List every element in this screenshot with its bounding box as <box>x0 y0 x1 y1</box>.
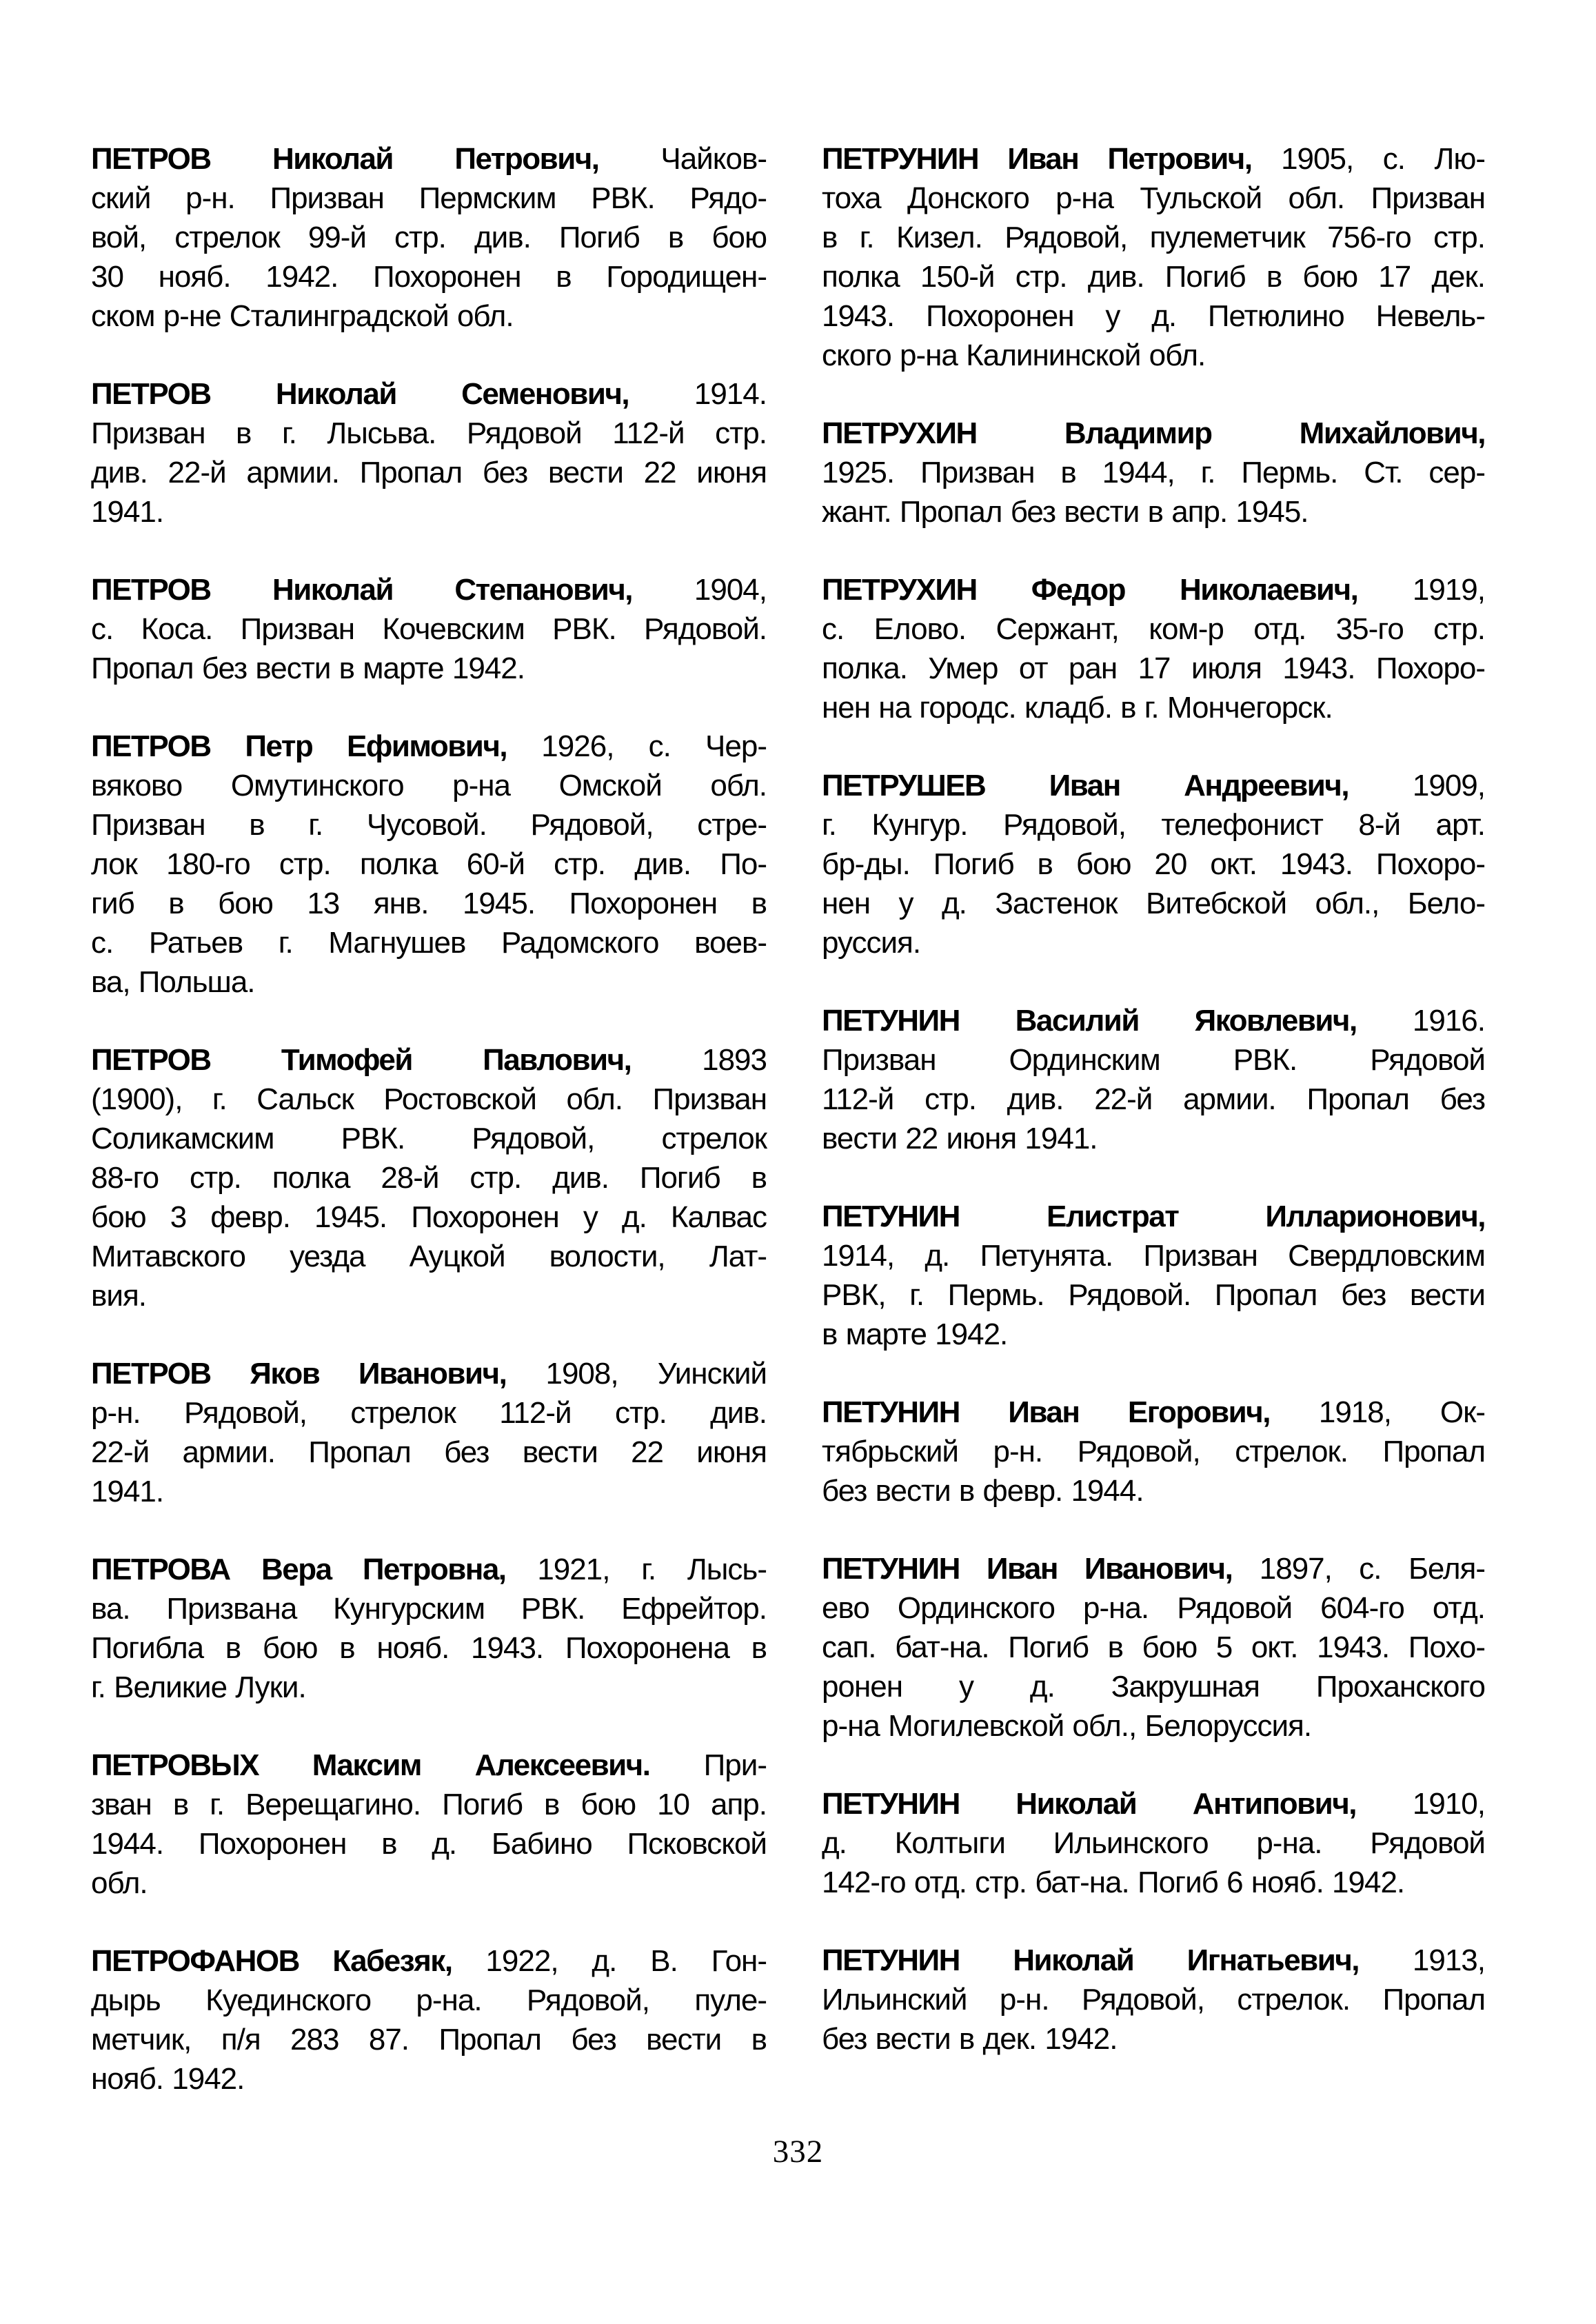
entry-line: вести 22 июня 1941. <box>822 1122 1098 1155</box>
entry <box>822 1941 1485 2059</box>
entry-line: ва, Польша. <box>91 965 255 999</box>
entry <box>91 570 767 688</box>
entry-line: ский р-н. Призван Пермским РВК. Рядо- <box>91 181 767 215</box>
entry <box>822 766 1485 962</box>
entry-line: жант. Пропал без вести в апр. 1945. <box>822 495 1309 529</box>
entry <box>822 139 1485 375</box>
entry-line: без вести в февр. 1944. <box>822 1474 1144 1508</box>
entry-line: ево Ординского р-на. Рядовой 604-го отд. <box>822 1591 1485 1625</box>
entry-line: РВК, г. Пермь. Рядовой. Пропал без вести <box>822 1278 1485 1312</box>
entry-line: ПЕТРОВ Петр Ефимович, 1926, с. Чер- <box>91 729 767 763</box>
entry-line: вия. <box>91 1279 147 1313</box>
entry-line: 1944. Похоронен в д. Бабино Псковской <box>91 1827 767 1861</box>
entry-name: ПЕТУНИН Василий Яковлевич, <box>822 1004 1357 1038</box>
entry <box>822 1393 1485 1510</box>
entry-line: сап. бат-на. Погиб в бою 5 окт. 1943. Похо- <box>822 1630 1485 1664</box>
entry-line: полка 150-й стр. див. Погиб в бою 17 дек. <box>822 260 1485 294</box>
entry-line: г. Великие Луки. <box>91 1670 306 1704</box>
entry-name: ПЕТУНИН Елистрат Илларионович, <box>822 1200 1485 1233</box>
entry-line: 1941. <box>91 1475 164 1508</box>
entry-line: ПЕТУНИН Иван Егорович, 1918, Ок- <box>822 1395 1486 1429</box>
entry <box>822 570 1485 727</box>
entry <box>91 1746 767 1903</box>
entry <box>822 1197 1485 1354</box>
entry-line: Призван в г. Лысьва. Рядовой 112-й стр. <box>91 416 767 450</box>
entry-line: 112-й стр. див. 22-й армии. Пропал без <box>822 1082 1485 1116</box>
entry-line: без вести в дек. 1942. <box>822 2022 1118 2056</box>
entry-name: ПЕТРОВ Петр Ефимович, <box>91 729 507 763</box>
entry <box>91 1550 767 1707</box>
entry-name: ПЕТРОВ Николай Степанович, <box>91 573 633 607</box>
entry-line: 30 нояб. 1942. Похоронен в Городищен- <box>91 260 767 294</box>
entry-line: полка. Умер от ран 17 июля 1943. Похоро- <box>822 651 1485 685</box>
entry-line: бр-ды. Погиб в бою 20 окт. 1943. Похоро- <box>822 847 1485 881</box>
entry-line: ПЕТРОВА Вера Петровна, 1921, г. Лысь- <box>91 1553 767 1586</box>
column-right <box>822 139 1485 2059</box>
entry-line: тоха Донского р-на Тульской обл. Призван <box>822 181 1485 215</box>
entry-line: Призван в г. Чусовой. Рядовой, стре- <box>91 808 767 842</box>
entry-name: ПЕТУНИН Иван Егорович, <box>822 1395 1270 1429</box>
entry-line: ПЕТУНИН Иван Иванович, 1897, с. Беля- <box>822 1552 1486 1586</box>
entry-line: вой, стрелок 99-й стр. див. Погиб в бою <box>91 221 767 254</box>
entry-line: 1925. Призван в 1944, г. Пермь. Ст. сер- <box>822 456 1485 489</box>
entry-line: с. Коса. Призван Кочевским РВК. Рядовой. <box>91 612 767 646</box>
entry-line: 1914, д. Петунята. Призван Свердловским <box>822 1239 1485 1273</box>
entry-line: зван в г. Верещагино. Погиб в бою 10 апр. <box>91 1788 767 1821</box>
entry-line: Ильинский р-н. Рядовой, стрелок. Пропал <box>822 1983 1485 2017</box>
entry-line: ПЕТРОВ Яков Иванович, 1908, Уинский <box>91 1357 767 1391</box>
entry-line: Призван Ординским РВК. Рядовой <box>822 1043 1485 1077</box>
entry-line: в марте 1942. <box>822 1317 1008 1351</box>
entry-name: ПЕТУНИН Иван Иванович, <box>822 1552 1233 1586</box>
entry-line: р-на Могилевской обл., Белоруссия. <box>822 1709 1312 1743</box>
entry-name: ПЕТРОВ Николай Петрович, <box>91 142 599 176</box>
entry-line: ском р-не Сталинградской обл. <box>91 299 514 333</box>
entry-line <box>822 414 1485 453</box>
entry <box>91 1354 767 1511</box>
entry-line: 1943. Похоронен у д. Петюлино Невель- <box>822 299 1485 333</box>
entry-line: ПЕТРОВ Николай Семенович, 1914. <box>91 377 767 411</box>
entry-line: вяково Омутинского р-на Омской обл. <box>91 769 767 802</box>
entry-line: бою 3 февр. 1945. Похоронен у д. Калвас <box>91 1200 767 1234</box>
entry-name: ПЕТРОВЫХ Максим Алексеевич. <box>91 1748 650 1782</box>
entry-line: р-н. Рядовой, стрелок 112-й стр. див. <box>91 1396 767 1430</box>
entry-name: ПЕТРУШЕВ Иван Андреевич, <box>822 769 1349 802</box>
entry-line: ПЕТРУШЕВ Иван Андреевич, 1909, <box>822 769 1485 802</box>
entry <box>822 1784 1485 1902</box>
entry-line: ва. Призвана Кунгурским РВК. Ефрейтор. <box>91 1592 767 1626</box>
entry-line: Митавского уезда Ауцкой волости, Лат- <box>91 1240 767 1273</box>
entry-line <box>822 1197 1485 1236</box>
entry-name: ПЕТРОФАНОВ Кабезяк, <box>91 1944 452 1978</box>
entry <box>822 1549 1485 1746</box>
entry-line: Пропал без вести в марте 1942. <box>91 651 525 685</box>
entry-line: ПЕТРОВ Николай Степанович, 1904, <box>91 573 767 607</box>
entry-line: обл. <box>91 1866 148 1900</box>
entry <box>91 139 767 336</box>
entry-line: ПЕТРОВЫХ Максим Алексеевич. При- <box>91 1748 767 1782</box>
entry-line: ского р-на Калининской обл. <box>822 339 1206 372</box>
entry-name: ПЕТУНИН Николай Игнатьевич, <box>822 1943 1360 1977</box>
entry-line: г. Кунгур. Рядовой, телефонист 8-й арт. <box>822 808 1485 842</box>
entry <box>822 1001 1485 1158</box>
entry-line: Погибла в бою в нояб. 1943. Похоронена в <box>91 1631 767 1665</box>
page-number: 332 <box>772 2134 824 2170</box>
entry-line: 88-го стр. полка 28-й стр. див. Погиб в <box>91 1161 767 1195</box>
entry-name: ПЕТРУХИН Владимир Михайлович, <box>822 416 1485 450</box>
entry-line: ПЕТРУНИН Иван Петрович, 1905, с. Лю- <box>822 142 1485 176</box>
entry-line: (1900), г. Сальск Ростовской обл. Призван <box>91 1082 767 1116</box>
entry <box>91 374 767 532</box>
entry-name: ПЕТРОВ Яков Иванович, <box>91 1357 507 1391</box>
entry-line: лок 180-го стр. полка 60-й стр. див. По- <box>91 847 767 881</box>
entry-line: ПЕТУНИН Василий Яковлевич, 1916. <box>822 1004 1485 1038</box>
entry-line: в г. Кизел. Рядовой, пулеметчик 756-го стр. <box>822 221 1485 254</box>
entry-line: тябрьский р-н. Рядовой, стрелок. Пропал <box>822 1435 1485 1468</box>
entry-line: с. Елово. Сержант, ком-р отд. 35-го стр. <box>822 612 1485 646</box>
entry-line: ПЕТРУХИН Федор Николаевич, 1919, <box>822 573 1485 607</box>
entry-line: нен на городс. кладб. в г. Мончегорск. <box>822 691 1333 725</box>
entry-line: ПЕТРОВ Тимофей Павлович, 1893 <box>91 1043 767 1077</box>
entry-line: див. 22-й армии. Пропал без вести 22 июня <box>91 456 767 489</box>
entry-name: ПЕТРОВ Николай Семенович, <box>91 377 629 411</box>
entry <box>91 727 767 1002</box>
entry-line: метчик, п/я 283 87. Пропал без вести в <box>91 2023 767 2057</box>
entry-line: ПЕТРОФАНОВ Кабезяк, 1922, д. В. Гон- <box>91 1944 767 1978</box>
entry <box>91 1040 767 1315</box>
entry-name: ПЕТРОВ Тимофей Павлович, <box>91 1043 632 1077</box>
entry <box>91 1941 767 2099</box>
entry-line: Соликамским РВК. Рядовой, стрелок <box>91 1122 767 1155</box>
entry-line: д. Колтыги Ильинского р-на. Рядовой <box>822 1826 1485 1860</box>
entry-name: ПЕТРУНИН Иван Петрович, <box>822 142 1252 176</box>
entry-line: ронен у д. Закрушная Проханского <box>822 1670 1485 1704</box>
entry-line: 1941. <box>91 495 164 529</box>
column-left <box>91 139 767 2099</box>
entry-line: 22-й армии. Пропал без вести 22 июня <box>91 1435 767 1469</box>
entry-line: с. Ратьев г. Магнушев Радомского воев- <box>91 926 767 960</box>
entry-line: ПЕТРОВ Николай Петрович, Чайков- <box>91 142 767 176</box>
entry <box>822 414 1485 532</box>
entry-line: ПЕТУНИН Николай Антипович, 1910, <box>822 1787 1485 1821</box>
entry-line: нояб. 1942. <box>91 2062 245 2096</box>
entry-line: 142-го отд. стр. бат-на. Погиб 6 нояб. 1942. <box>822 1866 1405 1899</box>
entry-line: ПЕТУНИН Николай Игнатьевич, 1913, <box>822 1943 1485 1977</box>
entry-name: ПЕТРОВА Вера Петровна, <box>91 1553 506 1586</box>
entry-line: нен у д. Застенок Витебской обл., Бело- <box>822 887 1485 920</box>
entry-line: руссия. <box>822 926 921 960</box>
entry-line: гиб в бою 13 янв. 1945. Похоронен в <box>91 887 767 920</box>
entry-name: ПЕТУНИН Николай Антипович, <box>822 1787 1356 1821</box>
entry-line: дырь Куединского р-на. Рядовой, пуле- <box>91 1983 767 2017</box>
entry-name: ПЕТРУХИН Федор Николаевич, <box>822 573 1358 607</box>
